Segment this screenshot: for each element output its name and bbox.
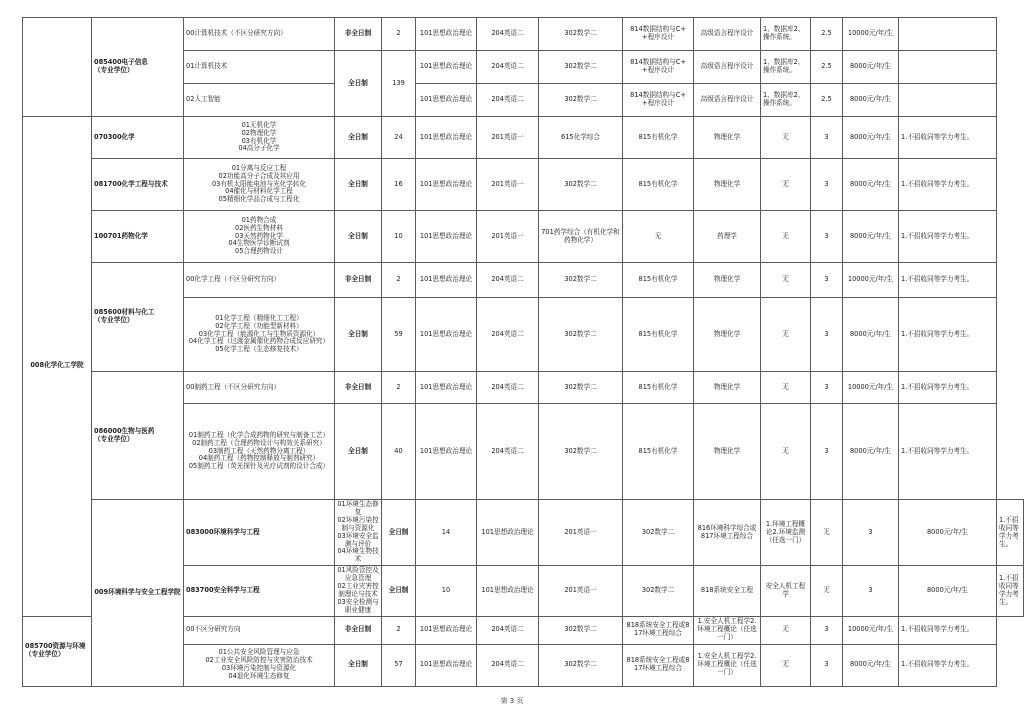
mode-cell: 非全日制 bbox=[335, 263, 382, 298]
fee-cell: 8000元/年/生 bbox=[843, 644, 899, 686]
retest-cell: 高级语言程序设计 bbox=[694, 51, 761, 84]
exam4-cell: 818系统安全工程或817环境工程综合 bbox=[623, 644, 694, 686]
table-row bbox=[23, 159, 1024, 211]
fee-cell: 10000元/年/生 bbox=[843, 616, 899, 644]
note-cell: 1.不招收同等学力考生。 bbox=[899, 211, 997, 263]
mode-cell: 全日制 bbox=[335, 211, 382, 263]
additional-cell: 无 bbox=[761, 298, 811, 372]
exam4-cell: 818系统安全工程 bbox=[694, 566, 761, 616]
mode-cell: 非全日制 bbox=[335, 18, 382, 51]
exam4-cell: 818系统安全工程或817环境工程综合 bbox=[623, 616, 694, 644]
retest-cell: 物理化学 bbox=[694, 263, 761, 298]
direction-cell: 01无机化学 02物理化学 03有机化学 04高分子化学 bbox=[184, 117, 335, 159]
mode-cell: 全日制 bbox=[382, 566, 416, 616]
major-cell: 100701药物化学 bbox=[92, 211, 184, 263]
retest-cell: 物理化学 bbox=[694, 298, 761, 372]
additional-cell: 1、数据库2、操作系统。 bbox=[761, 18, 811, 51]
direction-cell: 01风险管控及应急管理 02工业灾害控制理论与技术 03安全检测与职业健康 bbox=[335, 566, 382, 616]
page-number: 第 3 页 bbox=[500, 697, 524, 705]
retest-cell: 物理化学 bbox=[694, 159, 761, 211]
exam4-cell: 815有机化学 bbox=[623, 404, 694, 500]
exam4-cell: 815有机化学 bbox=[623, 159, 694, 211]
college-cell: 009环境科学与安全工程学院 bbox=[92, 500, 184, 687]
years-cell: 3 bbox=[811, 616, 843, 644]
politics-cell: 101思想政治理论 bbox=[416, 159, 477, 211]
count-cell: 24 bbox=[382, 117, 416, 159]
years-cell: 3 bbox=[811, 263, 843, 298]
direction-cell: 01分离与反应工程 02功能高分子合成及其应用 03有机太阳能电池与光化学转化 04催化与材料化学工程 05精细化学品合成与工程化 bbox=[184, 159, 335, 211]
years-cell: 2.5 bbox=[811, 51, 843, 84]
major-cell: 083700安全科学与工程 bbox=[184, 566, 335, 616]
exam3-cell: 302数学二 bbox=[539, 84, 623, 117]
retest-cell: 高级语言程序设计 bbox=[694, 18, 761, 51]
english-cell: 204英语二 bbox=[477, 404, 539, 500]
english-cell: 204英语二 bbox=[477, 51, 539, 84]
additional-cell: 无 bbox=[811, 566, 843, 616]
count-cell: 10 bbox=[416, 566, 477, 616]
fee-cell: 8000元/年/生 bbox=[843, 159, 899, 211]
major-cell: 081700化学工程与技术 bbox=[92, 159, 184, 211]
english-cell: 201英语一 bbox=[539, 500, 623, 566]
exam4-cell: 815有机化学 bbox=[623, 298, 694, 372]
additional-cell: 无 bbox=[761, 372, 811, 404]
table-row bbox=[23, 500, 1024, 566]
direction-cell: 01环境生态修复 02环境污染控制与资源化 03环境安全监测与评价 04环境生物技术 bbox=[335, 500, 382, 566]
fee-cell: 8000元/年/生 bbox=[899, 500, 997, 566]
mode-cell: 全日制 bbox=[335, 51, 382, 117]
years-cell: 3 bbox=[811, 404, 843, 500]
note-cell: 1.不招收同等学力考生。 bbox=[899, 616, 997, 644]
note-cell: 1.不招收同等学力考生。 bbox=[899, 404, 997, 500]
exam3-cell: 302数学二 bbox=[623, 566, 694, 616]
years-cell: 3 bbox=[811, 372, 843, 404]
politics-cell: 101思想政治理论 bbox=[416, 372, 477, 404]
direction-cell: 01制药工程（化学合成药物的研究与制备工艺） 02制药工程（合理药物设计与构效关系研究） 03制药工程（天然药物分离工程） 04制药工程（药物控制释放与制剂研究） 05制药工程（荧光探针及光疗试剂的设计合成） bbox=[184, 404, 335, 500]
mode-cell: 全日制 bbox=[335, 404, 382, 500]
exam4-cell: 814数据结构与C++程序设计 bbox=[623, 84, 694, 117]
retest-cell: 1.环境工程概论2.环境监测（任选一门） bbox=[761, 500, 811, 566]
exam3-cell: 302数学二 bbox=[539, 372, 623, 404]
retest-cell: 物理化学 bbox=[694, 372, 761, 404]
retest-cell: 物理化学 bbox=[694, 404, 761, 500]
english-cell: 201英语一 bbox=[539, 566, 623, 616]
additional-cell: 1、数据库2、操作系统。 bbox=[761, 84, 811, 117]
exam3-cell: 302数学二 bbox=[539, 263, 623, 298]
retest-cell: 药理学 bbox=[694, 211, 761, 263]
years-cell: 2.5 bbox=[811, 84, 843, 117]
exam4-cell: 无 bbox=[623, 211, 694, 263]
additional-cell: 无 bbox=[761, 263, 811, 298]
mode-cell: 非全日制 bbox=[335, 372, 382, 404]
note-cell: 1.不招收同等学力考生。 bbox=[899, 159, 997, 211]
direction-cell: 01化学工程（精细化工工程） 02化学工程（功能型新材料） 03化学工程（能源化工与生物质资源化） 04化学工程（过渡金属催化药物合成反应研究） 05化学工程（生态修复技术） bbox=[184, 298, 335, 372]
college-cell bbox=[23, 18, 92, 117]
direction-cell: 01计算机技术 bbox=[184, 51, 335, 84]
exam3-cell: 615化学综合 bbox=[539, 117, 623, 159]
additional-cell: 无 bbox=[761, 404, 811, 500]
english-cell: 204英语二 bbox=[477, 84, 539, 117]
fee-cell: 10000元/年/生 bbox=[843, 263, 899, 298]
major-cell: 083000环境科学与工程 bbox=[184, 500, 335, 566]
mode-cell: 全日制 bbox=[382, 500, 416, 566]
years-cell: 3 bbox=[843, 500, 899, 566]
additional-cell: 无 bbox=[761, 159, 811, 211]
note-cell: 1.不招收同等学力考生。 bbox=[899, 263, 997, 298]
mode-cell: 全日制 bbox=[335, 159, 382, 211]
note-cell bbox=[899, 84, 997, 117]
fee-cell: 8000元/年/生 bbox=[843, 404, 899, 500]
years-cell: 3 bbox=[811, 211, 843, 263]
english-cell: 204英语二 bbox=[477, 644, 539, 686]
note-cell bbox=[899, 18, 997, 51]
fee-cell: 8000元/年/生 bbox=[843, 298, 899, 372]
years-cell: 3 bbox=[811, 159, 843, 211]
major-cell: 085700资源与环境 （专业学位） bbox=[23, 616, 92, 686]
exam3-cell: 701药学综合（有机化学和药物化学） bbox=[539, 211, 623, 263]
exam4-cell: 816环境科学综合或817环境工程综合 bbox=[694, 500, 761, 566]
table-row bbox=[23, 117, 1024, 159]
table-row bbox=[23, 211, 1024, 263]
count-cell: 2 bbox=[382, 263, 416, 298]
english-cell: 204英语二 bbox=[477, 372, 539, 404]
fee-cell: 8000元/年/生 bbox=[843, 51, 899, 84]
mode-cell: 非全日制 bbox=[335, 616, 382, 644]
count-cell: 2 bbox=[382, 616, 416, 644]
direction-cell: 00化学工程（不区分研究方向） bbox=[184, 263, 335, 298]
exam4-cell: 815有机化学 bbox=[623, 263, 694, 298]
english-cell: 204英语二 bbox=[477, 18, 539, 51]
exam3-cell: 302数学二 bbox=[623, 500, 694, 566]
table-row bbox=[23, 18, 1024, 51]
additional-cell: 无 bbox=[761, 644, 811, 686]
note-cell: 1.不招收同等学力考生。 bbox=[899, 372, 997, 404]
politics-cell: 101思想政治理论 bbox=[416, 211, 477, 263]
english-cell: 201英语一 bbox=[477, 211, 539, 263]
enrollment-table bbox=[22, 17, 1024, 687]
exam4-cell: 814数据结构与C++程序设计 bbox=[623, 51, 694, 84]
count-cell: 59 bbox=[382, 298, 416, 372]
english-cell: 204英语二 bbox=[477, 616, 539, 644]
college-cell: 008化学化工学院 bbox=[23, 117, 92, 617]
exam4-cell: 814数据结构与C++程序设计 bbox=[623, 18, 694, 51]
count-cell: 2 bbox=[382, 18, 416, 51]
fee-cell: 10000元/年/生 bbox=[843, 18, 899, 51]
direction-cell: 00不区分研究方向 bbox=[184, 616, 335, 644]
table-row bbox=[23, 372, 1024, 404]
mode-cell: 全日制 bbox=[335, 117, 382, 159]
retest-cell: 高级语言程序设计 bbox=[694, 84, 761, 117]
years-cell: 3 bbox=[811, 117, 843, 159]
exam4-cell: 815有机化学 bbox=[623, 117, 694, 159]
additional-cell: 1、数据库2、操作系统。 bbox=[761, 51, 811, 84]
note-cell: 1.不招收同等学力考生。 bbox=[899, 644, 997, 686]
years-cell: 3 bbox=[811, 298, 843, 372]
major-cell: 070300化学 bbox=[92, 117, 184, 159]
retest-cell: 1.安全人机工程学2.环境工程概论（任选一门） bbox=[694, 616, 761, 644]
direction-cell: 00计算机技术（不区分研究方向） bbox=[184, 18, 335, 51]
direction-cell: 01药物合成 02医药生物材料 03天然药物化学 04生物医学诊断试剂 05合理药物设计 bbox=[184, 211, 335, 263]
count-cell: 10 bbox=[382, 211, 416, 263]
major-cell: 085600材料与化工 （专业学位） bbox=[92, 263, 184, 372]
english-cell: 204英语二 bbox=[477, 263, 539, 298]
note-cell: 1.不招收同等学力考生。 bbox=[997, 566, 1024, 616]
count-cell: 40 bbox=[382, 404, 416, 500]
fee-cell: 10000元/年/生 bbox=[843, 372, 899, 404]
retest-cell: 安全人机工程学 bbox=[761, 566, 811, 616]
retest-cell: 物理化学 bbox=[694, 117, 761, 159]
politics-cell: 101思想政治理论 bbox=[416, 263, 477, 298]
fee-cell: 8000元/年/生 bbox=[843, 211, 899, 263]
exam3-cell: 302数学二 bbox=[539, 644, 623, 686]
count-cell: 57 bbox=[382, 644, 416, 686]
direction-cell: 00制药工程（不区分研究方向） bbox=[184, 372, 335, 404]
table-row bbox=[23, 263, 1024, 298]
count-cell: 2 bbox=[382, 372, 416, 404]
additional-cell: 无 bbox=[761, 117, 811, 159]
exam3-cell: 302数学二 bbox=[539, 616, 623, 644]
note-cell: 1.不招收同等学力考生。 bbox=[899, 117, 997, 159]
politics-cell: 101思想政治理论 bbox=[477, 500, 539, 566]
fee-cell: 8000元/年/生 bbox=[899, 566, 997, 616]
years-cell: 3 bbox=[843, 566, 899, 616]
additional-cell: 无 bbox=[761, 211, 811, 263]
politics-cell: 101思想政治理论 bbox=[416, 18, 477, 51]
politics-cell: 101思想政治理论 bbox=[416, 404, 477, 500]
exam4-cell: 815有机化学 bbox=[623, 372, 694, 404]
politics-cell: 101思想政治理论 bbox=[416, 84, 477, 117]
mode-cell: 全日制 bbox=[335, 298, 382, 372]
politics-cell: 101思想政治理论 bbox=[416, 117, 477, 159]
note-cell: 1.不招收同等学力考生。 bbox=[997, 500, 1024, 566]
count-cell: 16 bbox=[382, 159, 416, 211]
years-cell: 2.5 bbox=[811, 18, 843, 51]
politics-cell: 101思想政治理论 bbox=[416, 616, 477, 644]
politics-cell: 101思想政治理论 bbox=[416, 644, 477, 686]
major-cell: 085400电子信息 （专业学位） bbox=[92, 18, 184, 117]
additional-cell: 无 bbox=[761, 616, 811, 644]
direction-cell: 02人工智能 bbox=[184, 84, 335, 117]
exam3-cell: 302数学二 bbox=[539, 404, 623, 500]
english-cell: 201英语一 bbox=[477, 117, 539, 159]
count-cell: 139 bbox=[382, 51, 416, 117]
politics-cell: 101思想政治理论 bbox=[477, 566, 539, 616]
fee-cell: 8000元/年/生 bbox=[843, 84, 899, 117]
fee-cell: 8000元/年/生 bbox=[843, 117, 899, 159]
exam3-cell: 302数学二 bbox=[539, 18, 623, 51]
politics-cell: 101思想政治理论 bbox=[416, 51, 477, 84]
direction-cell: 01公共安全风险管理与应急 02工业安全风险防控与灾害防治技术 03环境污染控制与资源化 04退化环境生态修复 bbox=[184, 644, 335, 686]
exam3-cell: 302数学二 bbox=[539, 298, 623, 372]
note-cell: 1.不招收同等学力考生。 bbox=[899, 298, 997, 372]
mode-cell: 全日制 bbox=[335, 644, 382, 686]
english-cell: 204英语二 bbox=[477, 298, 539, 372]
note-cell bbox=[899, 51, 997, 84]
years-cell: 3 bbox=[811, 644, 843, 686]
additional-cell: 无 bbox=[811, 500, 843, 566]
english-cell: 201英语一 bbox=[477, 159, 539, 211]
exam3-cell: 302数学二 bbox=[539, 51, 623, 84]
politics-cell: 101思想政治理论 bbox=[416, 298, 477, 372]
count-cell: 14 bbox=[416, 500, 477, 566]
exam3-cell: 302数学二 bbox=[539, 159, 623, 211]
retest-cell: 1.安全人机工程学2.环境工程概论（任选一门） bbox=[694, 644, 761, 686]
major-cell: 086000生物与医药 （专业学位） bbox=[92, 372, 184, 500]
